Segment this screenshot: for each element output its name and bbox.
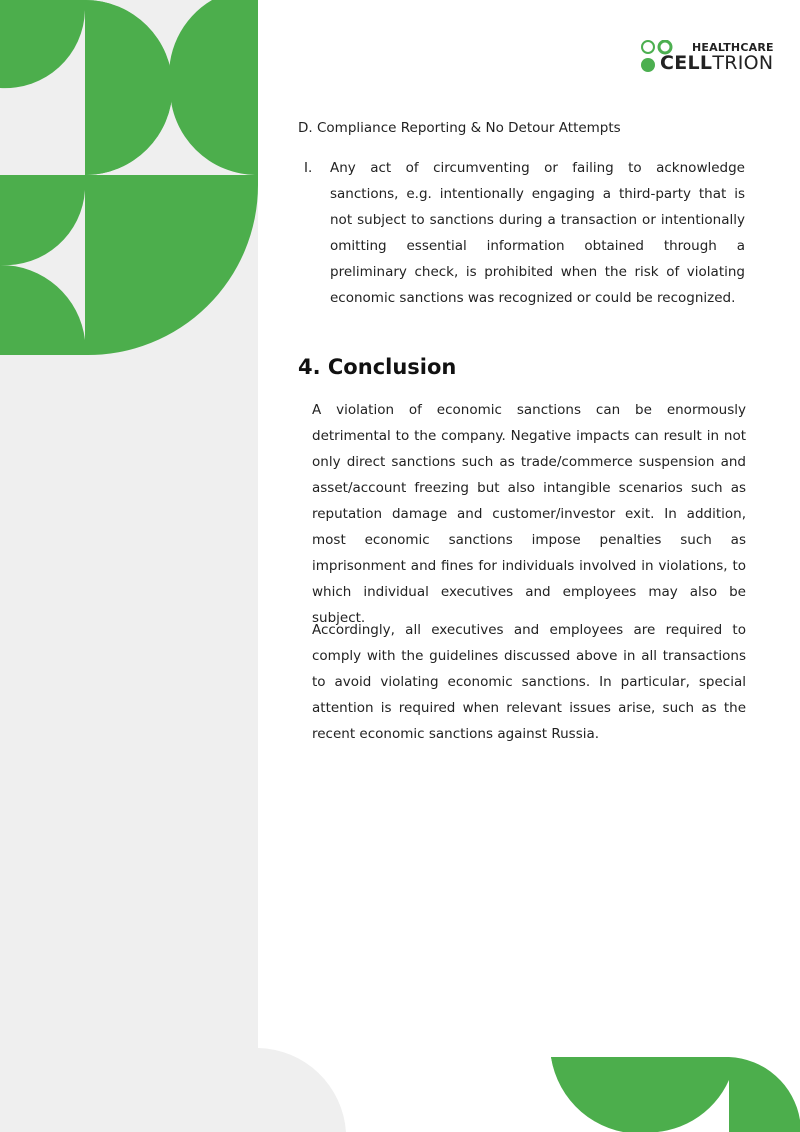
logo-brand-text [660,52,773,74]
logo-healthcare-text: HEALTHCARE [692,41,774,54]
celltrion-healthcare-logo [640,38,774,78]
list-marker: I. [304,160,313,176]
logo-brand-bold: CELL [660,52,713,74]
logo-brand-light: TRION [712,52,774,74]
conclusion-title: 4. Conclusion [298,355,457,379]
conclusion-paragraph-1: A violation of economic sanctions can be enormously detrimental to the company. Negative impacts can result in not only direct sanctions such as trade/commerce suspension and asset/account freezing but also intangible scenarios such as reputation damage and customer/investor exit. In addition, most economic sanctions impose penalties such as imprisonment and fines for individuals involved in violations, to which individual executives and employees may also be subject. [312,402,746,626]
list-item-text: Any act of circumventing or failing to acknowledge sanctions, e.g. intentionally engaging a third-party that is not subject to sanctions during a transaction or intentionally omitting essential information obtained through a preliminary check, is prohibited when the risk of violating economic sanctions was recognized or could be recognized. [330,160,745,306]
conclusion-paragraph-2: Accordingly, all executives and employees are required to comply with the guidelines discussed above in all transactions to avoid violating economic sanctions. In particular, special attention is required when relevant issues arise, such as the recent economic sanctions against Russia. [312,622,746,742]
section-d-heading: D. Compliance Reporting & No Detour Attempts [298,120,621,136]
top-left-decoration [0,0,258,360]
